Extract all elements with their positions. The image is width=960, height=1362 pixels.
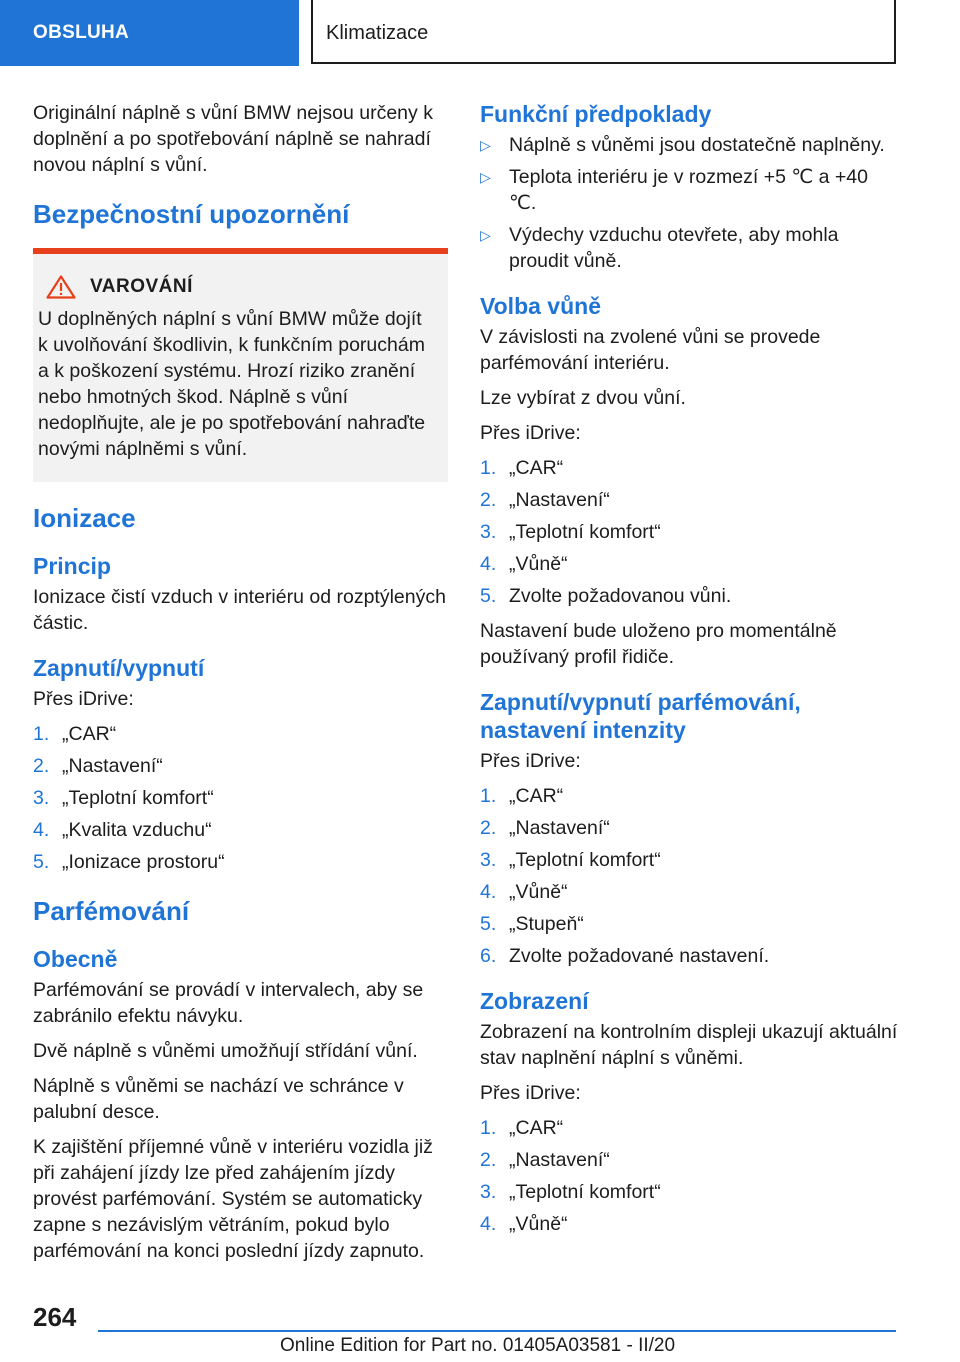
intensity-heading: Zapnutí/vypnutí parfémování, nastavení intenzity: [480, 689, 801, 743]
step-number: 4.: [480, 553, 497, 575]
step-text: „Teplotní komfort“: [62, 787, 214, 809]
intensity-steps: [480, 783, 900, 969]
scent-paragraph-2: Lze vybírat z dvou vůní.: [480, 387, 686, 409]
step-number: 1.: [480, 1117, 497, 1139]
scent-heading: Volba vůně: [480, 293, 601, 319]
step-text: Zvolte požadovanou vůni.: [509, 585, 732, 607]
scent-paragraph-1: V závislosti na zvolené vůni se provede parfémování interiéru.: [480, 326, 821, 374]
general-paragraph-3: Náplně s vůněmi se nachází ve schránce v palubní desce.: [33, 1075, 404, 1123]
intensity-intro: Přes iDrive:: [480, 750, 581, 772]
step-text: „Nastavení“: [509, 1149, 610, 1171]
list-item: [480, 132, 900, 158]
warning-triangle-icon: [46, 275, 76, 299]
step-number: 2.: [33, 755, 50, 777]
step-text: „Teplotní komfort“: [509, 521, 661, 543]
list-item: [480, 815, 900, 841]
step-text: „Kvalita vzduchu“: [62, 819, 212, 841]
step-text: „CAR“: [509, 1117, 564, 1139]
warning-header: [38, 274, 434, 300]
step-text: „Stupeň“: [509, 913, 584, 935]
intro-paragraph: Originální náplně s vůní BMW nejsou určeny k doplnění a po spotřebování náplně se nahradí novou náplní s vůní.: [33, 102, 433, 176]
ionization-heading: Ionizace: [33, 503, 136, 533]
left-column: [33, 100, 448, 1273]
prereq-text: Teplota interiéru je v rozmezí +5 ℃ a +40 ℃.: [509, 166, 868, 214]
scent-steps: [480, 455, 900, 609]
step-text: „Nastavení“: [509, 489, 610, 511]
list-item: [480, 847, 900, 873]
list-item: [480, 222, 900, 274]
step-text: „Vůně“: [509, 881, 568, 903]
triangle-bullet-icon: ▷: [480, 169, 491, 185]
prereq-text: Výdechy vzduchu otevřete, aby mohla proudit vůně.: [509, 224, 839, 272]
step-number: 1.: [480, 785, 497, 807]
prereq-text: Náplně s vůněmi jsou dostatečně naplněny.: [509, 134, 885, 156]
step-number: 1.: [33, 723, 50, 745]
warning-box: [33, 248, 448, 482]
display-steps: [480, 1115, 900, 1237]
step-number: 3.: [480, 1181, 497, 1203]
step-number: 3.: [480, 521, 497, 543]
step-text: „CAR“: [509, 457, 564, 479]
step-number: 3.: [480, 849, 497, 871]
onoff-intro: Přes iDrive:: [33, 688, 134, 710]
step-text: „Nastavení“: [509, 817, 610, 839]
principle-heading: Princip: [33, 553, 111, 579]
triangle-bullet-icon: ▷: [480, 227, 491, 243]
list-item: [480, 783, 900, 809]
scent-intro: Přes iDrive:: [480, 422, 581, 444]
step-number: 2.: [480, 1149, 497, 1171]
step-text: „Vůně“: [509, 553, 568, 575]
list-item: [480, 164, 900, 216]
step-number: 3.: [33, 787, 50, 809]
list-item: [33, 721, 448, 747]
step-text: „Nastavení“: [62, 755, 163, 777]
list-item: [480, 1115, 900, 1141]
list-item: [33, 817, 448, 843]
step-text: „CAR“: [62, 723, 117, 745]
step-number: 4.: [33, 819, 50, 841]
page-number: 264: [33, 1302, 77, 1332]
list-item: [480, 455, 900, 481]
general-paragraph-2: Dvě náplně s vůněmi umožňují střídání vůní.: [33, 1040, 418, 1062]
list-item: [33, 753, 448, 779]
chapter-tab: Klimatizace: [311, 0, 896, 64]
general-heading: Obecně: [33, 946, 118, 972]
general-paragraph-1: Parfémování se provádí v intervalech, aby se zabránilo efektu návyku.: [33, 979, 424, 1027]
scent-after: Nastavení bude uloženo pro momentálně používaný profil řidiče.: [480, 620, 837, 668]
list-item: [480, 1179, 900, 1205]
list-item: [480, 1147, 900, 1173]
step-text: „Vůně“: [509, 1213, 568, 1235]
prereq-list: [480, 132, 900, 274]
prereq-heading: Funkční předpoklady: [480, 101, 712, 127]
footer-divider: [98, 1330, 896, 1332]
onoff-steps: [33, 721, 448, 875]
page-header: [0, 0, 960, 66]
step-number: 2.: [480, 817, 497, 839]
list-item: [480, 487, 900, 513]
onoff-heading: Zapnutí/vypnutí: [33, 655, 205, 681]
footer-edition: Online Edition for Part no. 01405A03581 - II/20: [280, 1335, 676, 1356]
warning-text: U doplněných náplní s vůní BMW může dojít k uvolňování škodlivin, k funkčním poruchám a k poškození systému. Hrozí riziko zranění nebo hmotných škod. Náplně s vůní nedoplňujte, ale je po spotřebování nahraďte novými náplněmi s vůní.: [38, 308, 426, 460]
step-text: „CAR“: [509, 785, 564, 807]
list-item: [480, 519, 900, 545]
step-number: 5.: [480, 913, 497, 935]
safety-heading: Bezpečnostní upozornění: [33, 199, 350, 229]
list-item: [33, 849, 448, 875]
list-item: [480, 911, 900, 937]
warning-title: VAROVÁNÍ: [90, 276, 193, 297]
list-item: [33, 785, 448, 811]
right-column: [480, 100, 900, 1246]
step-text: „Teplotní komfort“: [509, 1181, 661, 1203]
step-number: 4.: [480, 881, 497, 903]
perfume-heading: Parfémování: [33, 896, 190, 926]
display-paragraph: Zobrazení na kontrolním displeji ukazují aktuální stav naplnění náplní s vůněmi.: [480, 1021, 898, 1069]
step-text: „Teplotní komfort“: [509, 849, 661, 871]
step-number: 5.: [33, 851, 50, 873]
step-number: 1.: [480, 457, 497, 479]
step-text: „Ionizace prostoru“: [62, 851, 225, 873]
list-item: [480, 551, 900, 577]
list-item: [480, 879, 900, 905]
step-number: 4.: [480, 1213, 497, 1235]
step-number: 6.: [480, 945, 497, 967]
principle-text: Ionizace čistí vzduch v interiéru od rozptýlených částic.: [33, 586, 446, 634]
display-heading: Zobrazení: [480, 988, 589, 1014]
list-item: [480, 1211, 900, 1237]
display-intro: Přes iDrive:: [480, 1082, 581, 1104]
list-item: [480, 943, 900, 969]
step-number: 5.: [480, 585, 497, 607]
list-item: [480, 583, 900, 609]
triangle-bullet-icon: ▷: [480, 137, 491, 153]
step-number: 2.: [480, 489, 497, 511]
section-tab: OBSLUHA: [0, 0, 299, 66]
general-paragraph-4: K zajištění příjemné vůně v interiéru vozidla již při zahájení jízdy lze před zahájením jízdy provést parfémování. Systém se automaticky zapne s nezávislým větráním, pokud bylo parfémování na konci poslední jízdy zapnuto.: [33, 1136, 433, 1262]
step-text: Zvolte požadované nastavení.: [509, 945, 770, 967]
